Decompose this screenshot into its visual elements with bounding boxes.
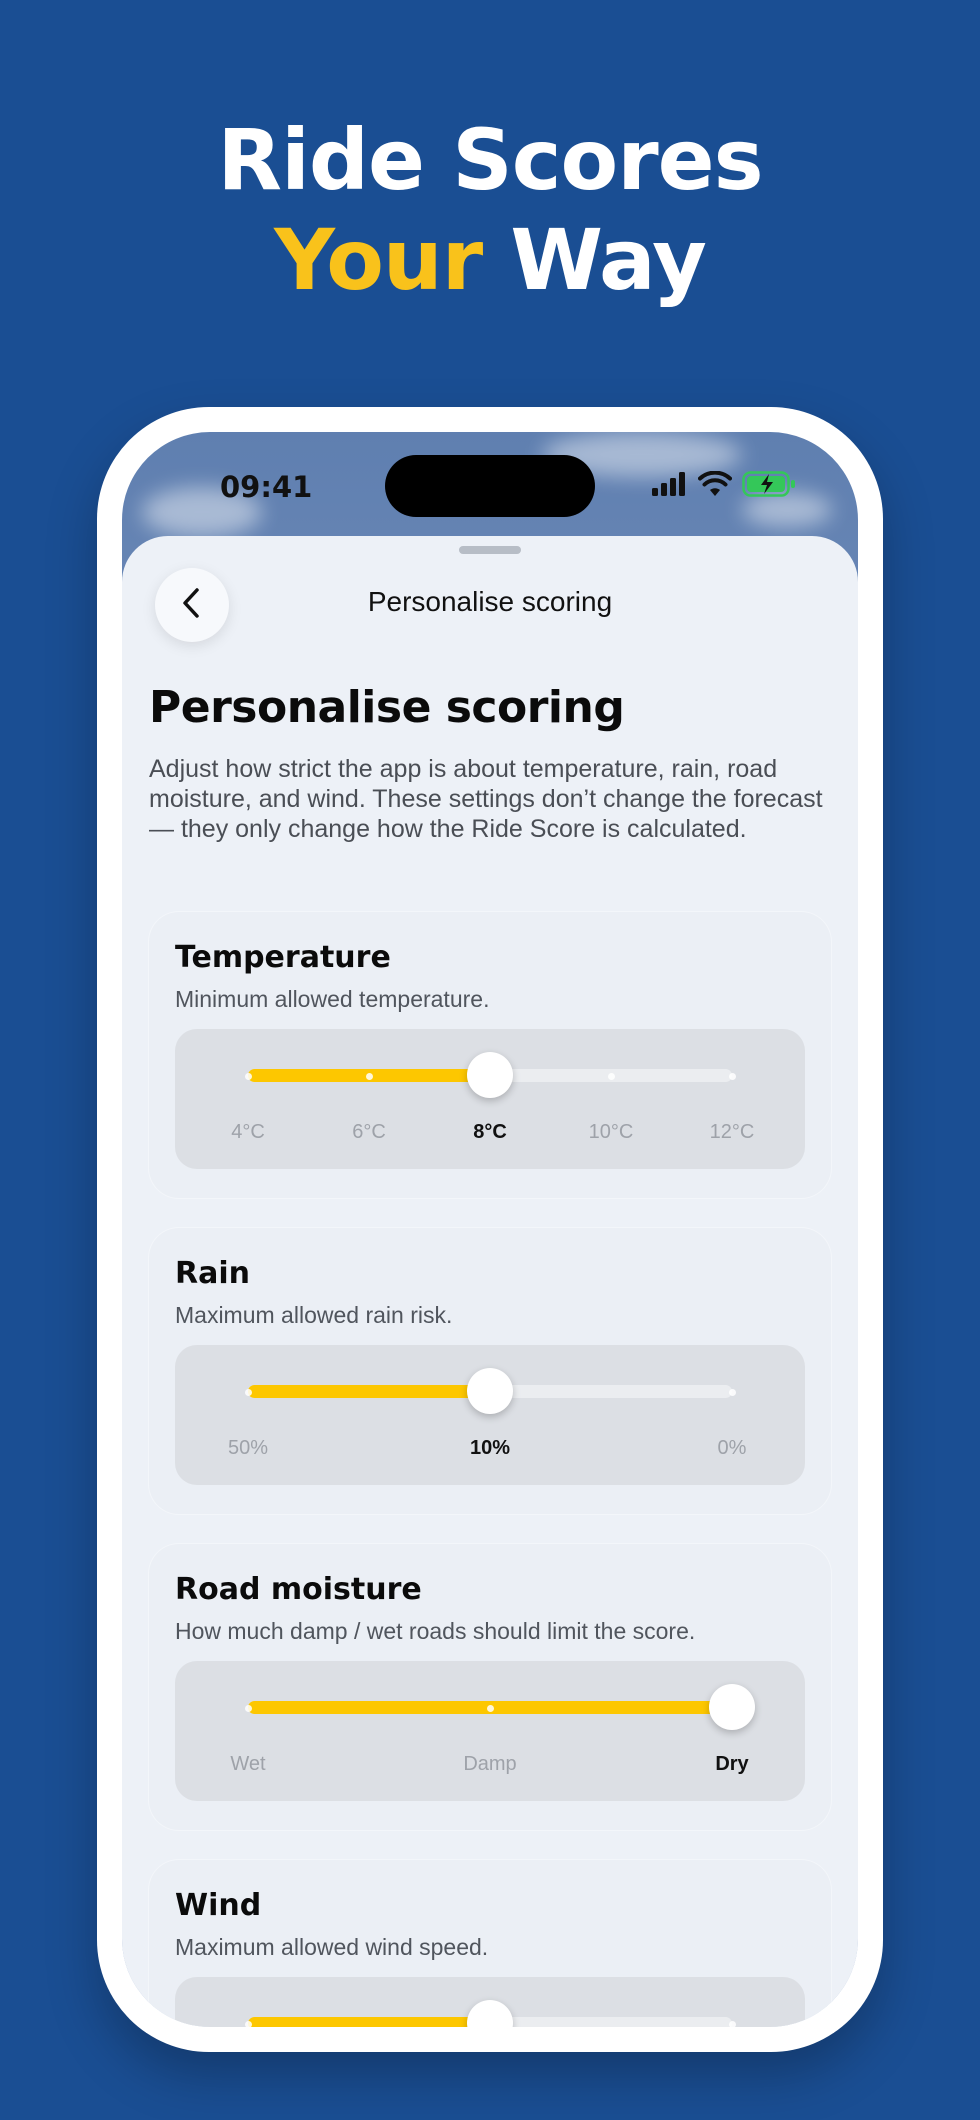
setting-card-wind [149,1860,831,2027]
slider-tick-label[interactable]: 0% [717,1437,747,1459]
status-icons [652,472,796,500]
headline-line-2 [0,210,980,310]
slider-thumb[interactable] [709,1684,755,1730]
slider-wind[interactable] [175,1977,805,2027]
slider-tick-label[interactable]: Damp [463,1753,517,1775]
slider-track[interactable] [248,1385,732,1398]
slider-fill [248,1385,490,1398]
card-title: Wind [175,1888,262,1923]
slider-tick-label[interactable]: Dry [715,1753,749,1775]
sheet-grabber[interactable] [459,546,521,554]
slider-track[interactable] [248,1701,732,1714]
headline-accent-word: Your [274,211,483,309]
card-subtitle: Maximum allowed wind speed. [175,1934,489,1960]
nav-title: Personalise scoring [367,586,613,617]
slider-thumb[interactable] [467,1052,513,1098]
headline [0,110,980,310]
slider-rain[interactable] [175,1345,805,1485]
slider-step-dot [245,1705,252,1712]
wifi-icon [698,471,732,502]
battery-charging-icon [742,471,796,502]
slider-tick-label[interactable]: 10°C [588,1121,634,1143]
slider-step-dot [729,1073,736,1080]
slider-thumb[interactable] [467,1368,513,1414]
card-subtitle: How much damp / wet roads should limit the score. [175,1618,696,1644]
slider-tick-label[interactable]: Wet [230,1753,266,1775]
slider-fill [248,2017,490,2027]
setting-card-temperature [149,912,831,1198]
slider-tick-label[interactable]: 50% [227,1437,269,1459]
card-title: Rain [175,1256,250,1291]
page-description: Adjust how strict the app is about temperature, rain, road moisture, and wind. These settings don’t change the forecast — they only change how the Ride Score is calculated. [149,755,823,843]
dynamic-island [385,455,595,517]
card-subtitle: Minimum allowed temperature. [175,986,490,1012]
setting-card-road-moisture [149,1544,831,1830]
slider-road-moisture[interactable] [175,1661,805,1801]
slider-step-dot [608,1073,615,1080]
slider-tick-label[interactable]: 8°C [473,1121,507,1143]
headline-rest-word: Way [510,211,706,309]
headline-line-1: Ride Scores [217,111,763,209]
slider-step-dot [245,1073,252,1080]
slider-thumb[interactable] [467,2000,513,2027]
slider-step-dot [729,1389,736,1396]
slider-step-dot [245,2021,252,2028]
slider-tick-label[interactable]: 6°C [352,1121,386,1143]
slider-step-dot [487,1705,494,1712]
status-time: 09:41 [220,470,313,504]
slider-step-dot [729,2021,736,2028]
page-title: Personalise scoring [149,682,625,733]
card-title: Road moisture [175,1572,422,1607]
card-subtitle: Maximum allowed rain risk. [175,1302,453,1328]
settings-sheet [122,536,858,2027]
slider-temperature[interactable] [175,1029,805,1169]
card-title: Temperature [175,940,391,975]
slider-tick-label[interactable]: 4°C [231,1121,265,1143]
setting-card-rain [149,1228,831,1514]
slider-step-dot [245,1389,252,1396]
slider-step-dot [366,1073,373,1080]
signal-icon [652,472,688,501]
slider-tick-label[interactable]: 10% [469,1437,511,1459]
slider-tick-label[interactable]: 12°C [709,1121,755,1143]
slider-track[interactable] [248,1069,732,1082]
slider-track[interactable] [248,2017,732,2027]
phone-screen [122,432,858,2027]
